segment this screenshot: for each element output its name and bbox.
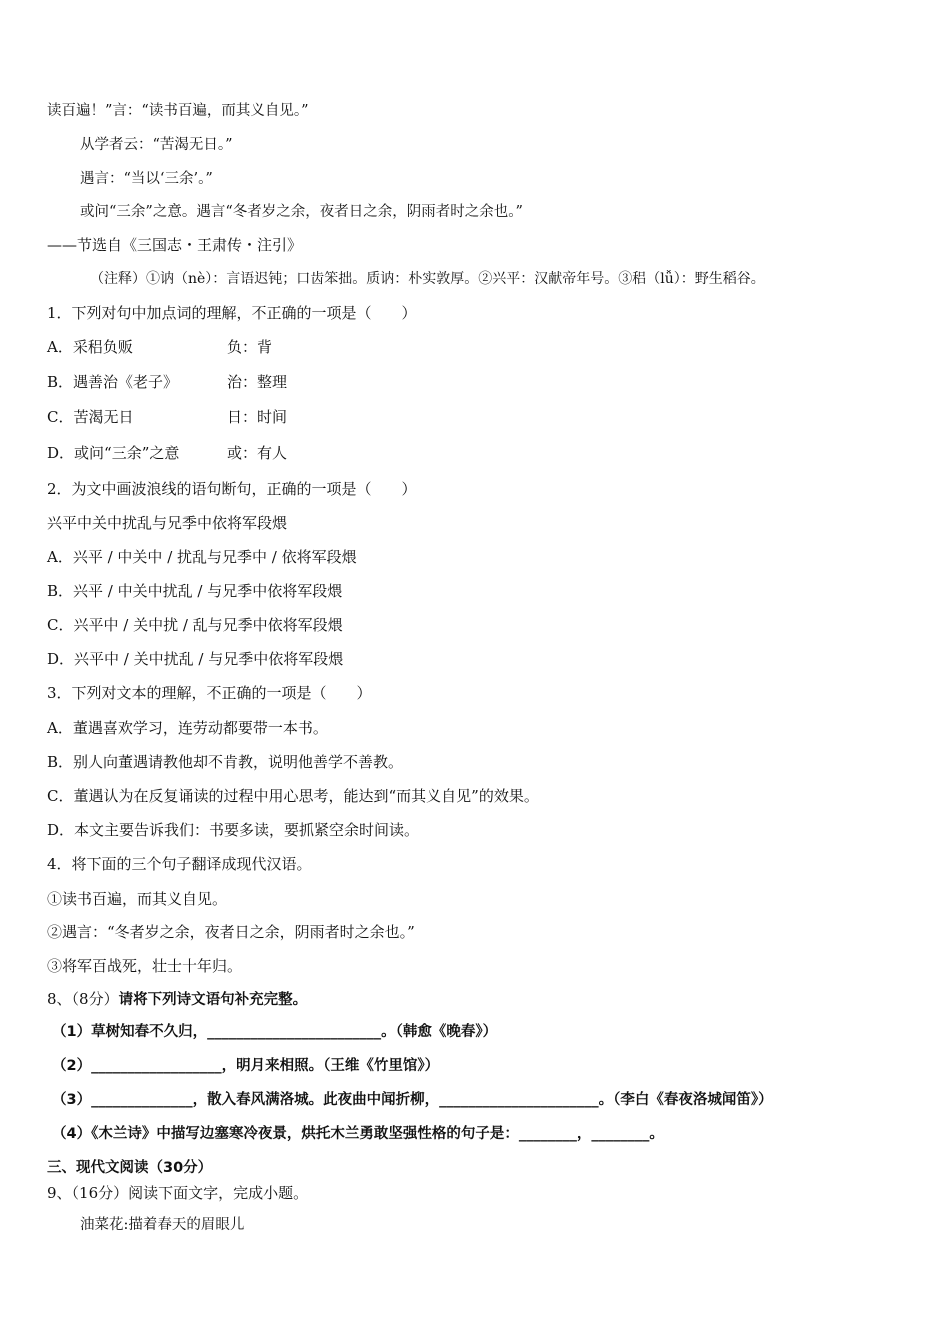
q4-item-3: ③将军百战死，壮士十年归。 (47, 957, 243, 975)
q8-heading (47, 989, 307, 1010)
q3-option-c: C．董遇认为在反复诵读的过程中用心思考，能达到“而其义自见”的效果。 (47, 787, 539, 805)
q8-item-1: （1）草树知春不久归，________________________。（韩愈《晚春》） (52, 1024, 498, 1040)
q4-item-2: ②遇言：“冬者岁之余，夜者日之余，阴雨者时之余也。” (47, 923, 415, 941)
q1-stem: 1．下列对句中加点词的理解，不正确的一项是（ ） (47, 304, 417, 322)
q1-option-d (47, 443, 547, 463)
passage-note: （注释）①讷（nè）：言语迟钝；口齿笨拙。质讷：朴实敦厚。②兴平：汉献帝年号。③稆（lǚ）：野生稻谷。 (90, 271, 765, 287)
passage-line-1: 读百遍！”言：“读书百遍，而其义自见。” (47, 103, 309, 119)
q1-option-b (47, 372, 547, 392)
q3-stem: 3．下列对文本的理解，不正确的一项是（ ） (47, 684, 372, 702)
section-3-heading: 三、现代文阅读（30分） (47, 1160, 213, 1176)
q1-option-b-gloss: 治：整理 (227, 373, 288, 391)
q8-stem: 请将下列诗文语句补充完整。 (118, 992, 308, 1008)
q8-number: 8、（8分） (47, 990, 119, 1008)
q2-sentence: 兴平中关中扰乱与兄季中依将军段煨 (47, 514, 288, 532)
q2-option-a: A．兴平 / 中关中 / 扰乱与兄季中 / 依将军段煨 (47, 548, 357, 566)
q9-number: 9、（16分） (47, 1184, 129, 1202)
article-title: 油菜花:描着春天的眉眼儿 (80, 1217, 245, 1233)
q1-option-a (47, 337, 547, 357)
q1-option-c-gloss: 日：时间 (227, 408, 288, 426)
passage-line-3: 遇言：“当以‘三余’。” (80, 171, 213, 187)
q3-option-b: B．别人向董遇请教他却不肯教，说明他善学不善教。 (47, 753, 404, 771)
q9-heading (47, 1183, 308, 1203)
q1-option-a-gloss: 负：背 (227, 338, 273, 356)
q2-option-d: D．兴平中 / 关中扰乱 / 与兄季中依将军段煨 (47, 650, 344, 668)
q8-item-4: （4）《木兰诗》中描写边塞寒冷夜景，烘托木兰勇敢坚强性格的句子是：________，________。 (52, 1126, 664, 1142)
q3-option-d: D．本文主要告诉我们：书要多读，要抓紧空余时间读。 (47, 821, 420, 839)
passage-line-4: 或问“三余”之意。遇言“冬者岁之余，夜者日之余，阴雨者时之余也。” (80, 204, 523, 220)
q1-option-a-label: A．采稆负贩 (47, 338, 133, 356)
q1-option-d-gloss: 或：有人 (227, 444, 288, 462)
q8-item-3: （3）______________，散入春风满洛城。此夜曲中闻折柳，______________________。（李白《春夜洛城闻笛》） (52, 1092, 773, 1108)
q1-option-c (47, 407, 547, 427)
q9-stem: 阅读下面文字，完成小题。 (128, 1184, 309, 1202)
q1-option-d-label: D．或问“三余”之意 (47, 444, 180, 462)
q4-item-1: ①读书百遍，而其义自见。 (47, 890, 228, 908)
passage-line-2: 从学者云：“苦渴无日。” (80, 137, 233, 153)
q1-option-c-label: C．苦渴无日 (47, 408, 134, 426)
q8-item-2: （2）__________________，明月来相照。（王维《竹里馆》） (52, 1058, 440, 1074)
passage-source: ——节选自《三国志・王肃传・注引》 (47, 236, 303, 254)
q4-stem: 4．将下面的三个句子翻译成现代汉语。 (47, 855, 312, 873)
q1-option-b-label: B．遇善治《老子》 (47, 373, 179, 391)
q3-option-a: A．董遇喜欢学习，连劳动都要带一本书。 (47, 719, 328, 737)
q2-stem: 2．为文中画波浪线的语句断句，正确的一项是（ ） (47, 480, 417, 498)
q2-option-b: B．兴平 / 中关中扰乱 / 与兄季中依将军段煨 (47, 582, 343, 600)
q2-option-c: C．兴平中 / 关中扰 / 乱与兄季中依将军段煨 (47, 616, 343, 634)
